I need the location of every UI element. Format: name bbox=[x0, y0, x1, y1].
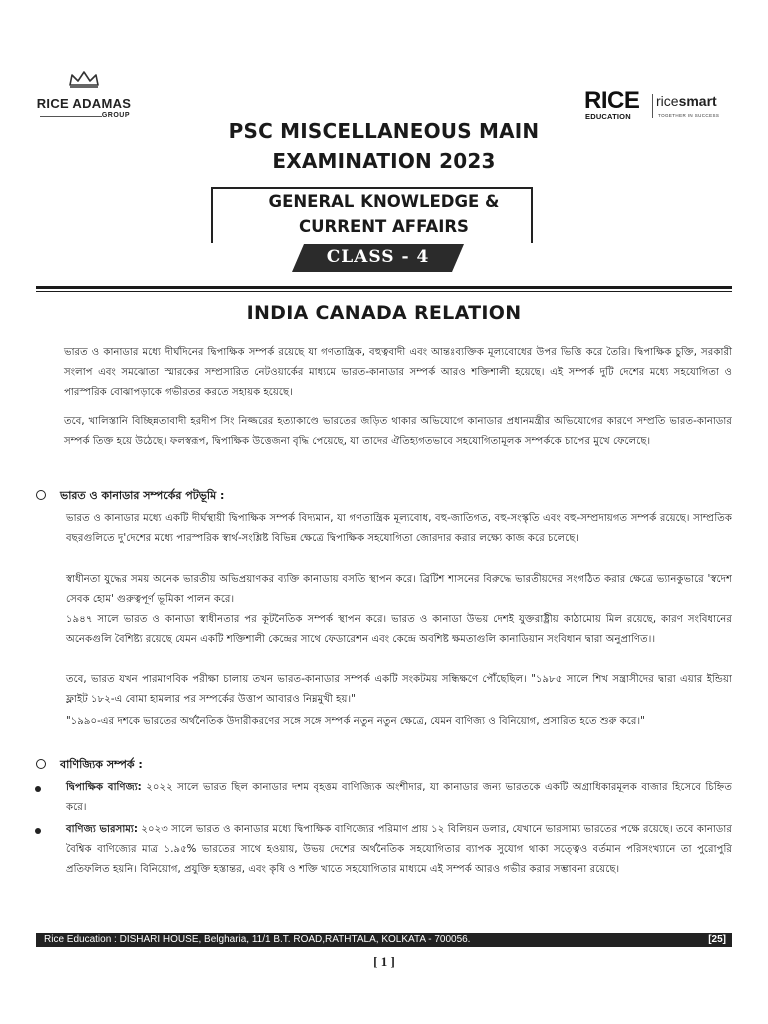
rice-wordmark: RICE bbox=[584, 87, 640, 114]
circle-bullet-icon bbox=[36, 490, 46, 500]
rice-adamas-group-label: GROUP bbox=[101, 112, 130, 119]
footer-address: Rice Education : DISHARI HOUSE, Belgharia, 11/1 B.T. ROAD,RATHTALA, KOLKATA - 700056. bbox=[44, 934, 471, 945]
header-rule-thick bbox=[36, 286, 732, 289]
background-heading: ভারত ও কানাডার সম্পর্কের পটভূমি : bbox=[36, 487, 224, 506]
trade-item-bilateral: দ্বিপাক্ষিক বাণিজ্য: ২০২২ সালে ভারত ছিল কানাডার দশম বৃহত্তম বাণিজ্যিক অংশীদার, যা কানাডার জন্য ভারতকে একটি অগ্রাধিকারমূলক বাজার হিসেবে চিহ্নিত করে। bbox=[66, 782, 732, 813]
header-rule-thin bbox=[36, 291, 732, 292]
ricesmart-tagline: TOGETHER IN SUCCESS bbox=[658, 113, 720, 118]
background-paragraph-5: "১৯৯০-এর দশকে ভারতের অর্থনৈতিক উদারীকরণের সঙ্গে সঙ্গে সম্পর্ক নতুন নতুন ক্ষেত্রে, যেমন বাণিজ্য ও বিনিয়োগ, প্রসারিত হতে শুরু করে।" bbox=[66, 716, 645, 727]
background-paragraph-3: ১৯৪৭ সালে ভারত ও কানাডা স্বাধীনতার পর কূটনৈতিক সম্পর্ক স্থাপন করে। ভারত ও কানাডা উভয় দেশই যুক্তরাষ্ট্রীয় কাঠামোয় মিল রয়েছে, কারণ সংবিধানের অনেকগুলি বৈশিষ্ট্য রয়েছে যেমন একটি শক্তিশালী কেন্দ্রের সাথে ফেডারেশন এবং কেন্দ্রে অবশিষ্ট ক্ষমতাগুলি কানাডিয়ান সংবিধান দ্বারা অনুপ্রাণিত।। bbox=[66, 614, 732, 645]
circle-bullet-icon bbox=[36, 759, 46, 769]
logo-divider bbox=[40, 116, 102, 117]
class-label: CLASS - 4 bbox=[326, 247, 430, 267]
exam-title-line2: EXAMINATION 2023 bbox=[272, 149, 496, 173]
rice-adamas-brand: RICE ADAMAS bbox=[36, 96, 132, 111]
rice-adamas-logo bbox=[34, 70, 134, 122]
education-wordmark: EDUCATION bbox=[585, 112, 631, 121]
bullet-icon bbox=[35, 828, 41, 834]
crown-icon bbox=[68, 70, 100, 88]
ricesmart-wordmark: ricesmart bbox=[656, 93, 717, 109]
logo-separator bbox=[652, 94, 653, 118]
footer-code: [25] bbox=[708, 934, 726, 945]
page-number: [ 1 ] bbox=[373, 954, 395, 969]
exam-title-line1: PSC MISCELLANEOUS MAIN bbox=[228, 119, 540, 143]
intro-paragraph-2: তবে, খালিস্তানি বিচ্ছিন্নতাবাদী হরদীপ সিং নিজ্জরের হত্যাকাণ্ডে ভারতের জড়িত থাকার অভিযোগে কানাডার প্রধানমন্ত্রীর অভিযোগের কারণে সম্প্রতি ভারত-কানাডার সম্পর্ক তিক্ত হয়ে উঠেছে। ফলস্বরূপ, দ্বিপাক্ষিক উত্তেজনা বৃদ্ধি পেয়েছে, যা তাদের ঐতিহ্যগতভাবে সহযোগিতামূলক সম্পর্ককে চাপের মুখে ফেলেছে। bbox=[64, 416, 732, 447]
rice-education-logo bbox=[584, 87, 734, 122]
background-paragraph-2: স্বাধীনতা যুদ্ধের সময় অনেক ভারতীয় অভিপ্রয়াণকর ব্যক্তি কানাডায় বসতি স্থাপন করে। ব্রিটিশ শাসনের বিরুদ্ধে ভারতীয়দের সংগঠিত করার ক্ষেত্রে ভ্যানকুভারে 'স্বদেশ সেবক হোম' গুরুত্বপূর্ণ ভূমিকা পালন করে। bbox=[66, 574, 732, 605]
trade-heading: বাণিজ্যিক সম্পর্ক : bbox=[36, 756, 143, 775]
section-title: INDIA CANADA RELATION bbox=[246, 302, 522, 324]
bullet-icon bbox=[35, 786, 41, 792]
background-paragraph-4: তবে, ভারত যখন পারমাণবিক পরীক্ষা চালায় তখন ভারত-কানাডার সম্পর্ক একটি সংকটময় সন্ধিক্ষণে পৌঁছেছিল। "১৯৮৫ সালে শিখ সন্ত্রাসীদের দ্বারা এয়ার ইন্ডিয়া ফ্লাইট ১৮২-এ বোমা হামলার পর সম্পর্কের উত্তাপ আবারও নিম্নমুখী হয়।" bbox=[66, 674, 732, 705]
footer-bar bbox=[36, 933, 732, 947]
intro-paragraph-1: ভারত ও কানাডার মধ্যে দীর্ঘদিনের দ্বিপাক্ষিক সম্পর্ক রয়েছে যা গণতান্ত্রিক, বহুত্ববাদী এবং আন্তঃব্যক্তিক মূল্যবোধের উপর ভিত্তি করে তৈরি। দ্বিপাক্ষিক চুক্তি, সরকারী সংলাপ এবং সমঝোতা স্মারকের সম্প্রসারিত নেটওয়ার্কের মাধ্যমে ভারত-কানাডার সম্পর্ক আরও শক্তিশালী হয়েছে। এই সম্পর্ক দুটি দেশের মধ্যে সহযোগিতা ও পারস্পরিক বোঝাপড়াকে গভীরতর করতে সহায়ক হয়েছে। bbox=[64, 347, 732, 398]
background-paragraph-1: ভারত ও কানাডার মধ্যে একটি দীর্ঘস্থায়ী দ্বিপাক্ষিক সম্পর্ক বিদ্যমান, যা গণতান্ত্রিক মূল্যবোধ, বহু-জাতিগত, বহু-সংস্কৃতি এবং বহু-সম্প্রদায়গত সম্পর্ক রয়েছে। সাম্প্রতিক বছরগুলিতে দু'দেশের মধ্যে পারস্পরিক স্বার্থ-সংশ্লিষ্ট বিভিন্ন ক্ষেত্রে দ্বিপাক্ষিক সহযোগিতা জোরদার করার লক্ষ্যে কাজ করে চলেছে। bbox=[66, 513, 732, 544]
subject-line1: GENERAL KNOWLEDGE & bbox=[268, 192, 500, 211]
class-badge bbox=[292, 244, 464, 272]
subject-line2: CURRENT AFFAIRS bbox=[299, 217, 469, 236]
trade-item-balance: বাণিজ্য ভারসাম্য: ২০২৩ সালে ভারত ও কানাডার মধ্যে দ্বিপাক্ষিক বাণিজ্যের পরিমাণ প্রায় ১২ বিলিয়ন ডলার, যেখানে ভারসাম্য ভারতের পক্ষে রয়েছে। তবে কানাডার বৈশ্বিক বাণিজ্যের মাত্র ১.৯৫% ভারতের সাথে হওয়ায়, উভয় দেশের অর্থনৈতিক সহযোগিতার ব্যাপক সুযোগ থাকা সত্ত্বেও বর্তমান পরিসংখ্যানে তা পুরোপুরি প্রতিফলিত হয়নি। বিনিয়োগ, প্রযুক্তি হস্তান্তর, এবং কৃষি ও শক্তি খাতে সহযোগিতার মাধ্যমে এই সম্পর্ক আরও গভীর করার সম্ভাবনা রয়েছে। bbox=[66, 824, 732, 875]
